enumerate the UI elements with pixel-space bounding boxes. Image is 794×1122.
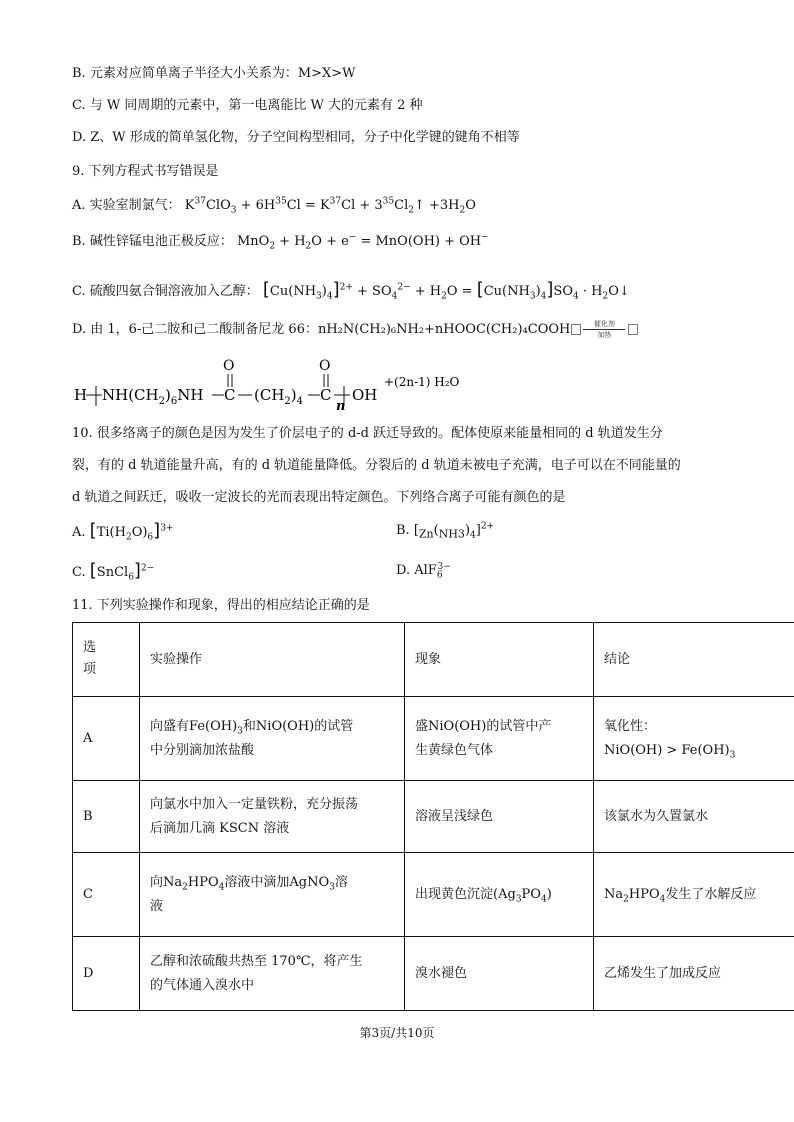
row-option: A (73, 697, 140, 781)
polymer-carbonyl-2: C (320, 386, 332, 404)
q8-option-b: B. 元素对应简单离子半径大小关系为：M>X>W (72, 66, 356, 81)
polymer-water-byproduct: +(2n-1) H₂O (384, 375, 460, 389)
row-phenomenon: 溶液呈浅绿色 (405, 781, 594, 853)
header-operation: 实验操作 (140, 623, 405, 697)
q11-stem: 11. 下列实验操作和现象，得出的相应结论正确的是 (72, 598, 370, 613)
q10-option-b-label: B. (396, 523, 410, 538)
row-option: C (73, 853, 140, 937)
polymer-h-end: H (74, 386, 88, 404)
row-conclusion: 该氯水为久置氯水 (594, 781, 794, 853)
q10-option-a-formula: $[Ti(H_2O)_6]^{3+}$ (89, 520, 174, 543)
q10-option-c-formula: [SnCl$_6$]$^{2-}$ (89, 560, 155, 583)
reaction-arrow (581, 320, 627, 339)
q10-option-d-label: D. (396, 563, 411, 578)
page-footer: 第3页/共10页 (359, 1026, 435, 1040)
nylon-66-structure (72, 356, 542, 416)
q9-option-d (72, 320, 638, 340)
catalyst-label: 催化剂 (593, 320, 615, 328)
table-row (73, 781, 794, 853)
heat-label: 加热 (597, 331, 612, 339)
header-option: 选项 (73, 623, 140, 697)
polymer-n-subscript: n (336, 399, 346, 414)
q9-stem: 9. 下列方程式书写错误是 (72, 164, 219, 179)
q9-option-b-label: B. 碱性锌锰电池正极反应： (72, 234, 233, 249)
q9-option-c (72, 280, 630, 302)
q8-option-d: D. Z、W 形成的简单氢化物，分子空间构型相同，分子中化学键的键角不相等 (72, 130, 520, 145)
q10-stem-line-2: 裂，有的 d 轨道能量升高，有的 d 轨道能量降低。分裂后的 d 轨道未被电子充满，电子可以在不同能量的 (72, 458, 681, 473)
q9-option-b (72, 232, 489, 252)
polymer-carbonyl-1: C (224, 386, 236, 404)
q9-option-a-label: A. 实验室制氯气： (72, 198, 181, 213)
row-operation: 向盛有$Fe(OH)_3$和NiO(OH)的试管 中分别滴加浓盐酸 (140, 697, 405, 781)
table-row (73, 853, 794, 937)
q10-option-b-formula: $[_{Zn}(_{NH3})_4]^{2+}$ (413, 521, 495, 541)
table-row (73, 937, 794, 1011)
header-phenomenon: 现象 (405, 623, 594, 697)
reaction-condition-box-icon (628, 324, 638, 335)
polymer-oxygen-1: O (223, 358, 235, 374)
polymer-oh-end: OH (352, 386, 378, 404)
q10-option-c (72, 560, 154, 584)
row-operation: 向氯水中加入一定量铁粉，充分振荡 后滴加几滴 KSCN 溶液 (140, 781, 405, 853)
polymer-methylene-unit: $(CH_2)_4$ (254, 386, 304, 407)
row-conclusion: 乙烯发生了加成反应 (594, 937, 794, 1011)
row-operation: 乙醇和浓硫酸共热至 170℃，将产生 的气体通入溴水中 (140, 937, 405, 1011)
table-header-row (73, 623, 794, 697)
row-conclusion: 氧化性： $NiO(OH) > Fe(OH)_3$ (594, 697, 794, 781)
q10-option-a-label: A. (72, 525, 86, 540)
row-option: D (73, 937, 140, 1011)
q9-option-a (72, 196, 476, 216)
row-phenomenon: 出现黄色沉淀$(Ag_3PO_4)$ (405, 853, 594, 937)
q8-option-c: C. 与 W 同周期的元素中，第一电离能比 W 大的元素有 2 种 (72, 98, 423, 113)
row-operation: 向$Na_2HPO_4$溶液中滴加AgNO$_3$溶 液 (140, 853, 405, 937)
row-option: B (73, 781, 140, 853)
row-conclusion: $Na_2HPO_4$发生了水解反应 (594, 853, 794, 937)
row-phenomenon: 盛NiO(OH)的试管中产 生黄绿色气体 (405, 697, 594, 781)
q10-stem-line-3: d 轨道之间跃迁，吸收一定波长的光而表现出特定颜色。下列络合离子可能有颜色的是 (72, 490, 566, 505)
polymer-oxygen-2: O (319, 358, 331, 374)
q10-option-d-formula: AlF$_6^{3-}$ (414, 561, 451, 581)
q10-option-a (72, 520, 173, 544)
header-conclusion: 结论 (594, 623, 794, 697)
q9-option-c-label: C. 硫酸四氨合铜溶液加入乙醇： (72, 284, 259, 299)
q10-stem-line-1: 10. 很多络离子的颜色是因为发生了价层电子的 d-d 跃迁导致的。配体使原来能量相同的 d 轨道发生分 (72, 426, 663, 441)
q10-option-c-label: C. (72, 565, 86, 580)
q10-option-d (396, 560, 451, 582)
q9-option-c-equation: $[Cu(NH_3)_4]^{2+} + SO_4^{2-} + H_2O = [Cu(NH_3)_4]SO_4$ · $H_2O↓$ (262, 279, 630, 302)
polymer-diamine-unit: $NH(CH_2)_6NH$ (102, 386, 204, 407)
q9-option-d-label: D. 由 1，6-己二胺和己二酸制备尼龙 66：nH₂N(CH₂)₆NH₂+nHOOC(CH₂)₄COOH (72, 322, 571, 337)
table-row (73, 697, 794, 781)
q9-option-b-equation: $MnO_2 + H_2O + e^- = MnO(OH) + OH^-$ (236, 232, 489, 252)
q9-option-a-equation: $K^{37}ClO_3 + 6H^{35}Cl = K^{37}Cl$ + $3^{35}Cl_2↑ +3H_2O$ (184, 196, 476, 216)
q10-option-b (396, 520, 494, 542)
q11-table (72, 622, 794, 1011)
row-phenomenon: 溴水褪色 (405, 937, 594, 1011)
reaction-condition-box-icon (571, 324, 581, 335)
